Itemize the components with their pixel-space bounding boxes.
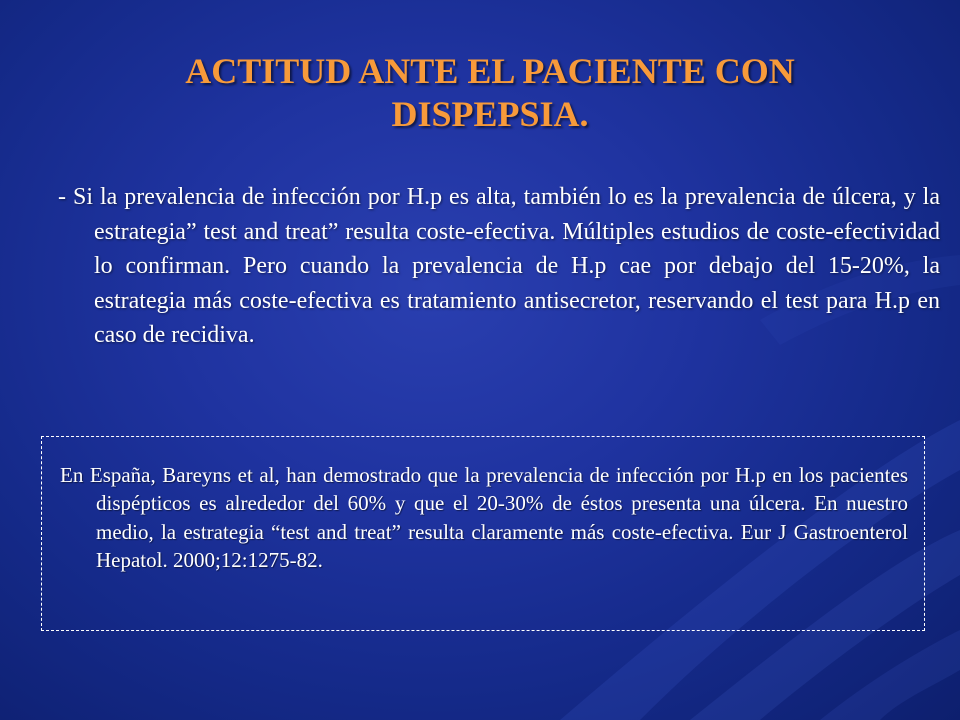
reference-note-text: En España, Bareyns et al, han demostrado que la prevalencia de infección por H.p en los pacientes dispépticos es alrededor del 60% y que el 20-30% de éstos presenta una úlcera. En nuestro medio, la estrategia “test and treat” resulta claramente más coste-efectiva. Eur J Gastroenterol Hepatol. 2000;12:1275-82.	[60, 463, 908, 573]
main-paragraph: - Si la prevalencia de infección por H.p es alta, también lo es la prevalencia de úlcera, y la estrategia” test and treat” resulta coste-efectiva. Múltiples estudios de coste-efectividad lo confirman. Pero cuando la prevalencia de H.p cae por debajo del 15-20%, la estrategia más coste-efectiva es tratamiento antisecretor, reservando el test para H.p en caso de recidiva.	[58, 184, 940, 348]
slide-title: ACTITUD ANTE EL PACIENTE CON DISPEPSIA.	[185, 51, 795, 134]
reference-note-box	[41, 436, 925, 631]
